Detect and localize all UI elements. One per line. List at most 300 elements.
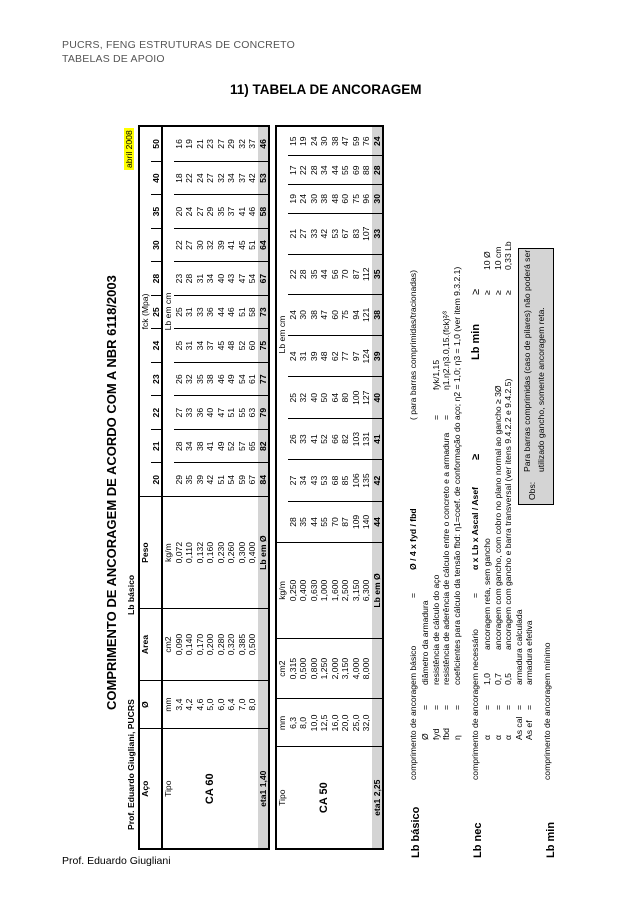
blank [226,729,237,849]
lb-cell: 22 [184,161,195,195]
lb-phi-row [258,126,270,849]
lb-cell: 35 [216,195,227,229]
lb-cell: 41 [237,195,248,229]
table-main-title: COMPRIMENTO DE ANCORAGEM DE ACORDO COM A NBR 6118/2003 [104,275,119,710]
lb-basico-def-line: Ø [420,733,430,740]
lb-cell: 31 [298,336,309,377]
lb-nec-def-line: ancoragem com gancho, com cobro no plano normal ao gancho ≥ 3Ø [492,385,503,650]
lb-cell: 135 [361,460,372,501]
lb-basico-def-line: coeficientes para cálculo da tensão fbd: η1=coef. de conformação do aço; η2 = 1,0; η3 = 1,0 (ver item 9.3.2.1) [451,266,462,685]
lb-basico-def-line: = [420,704,430,710]
lb-basico-def-line: η [451,735,462,740]
lb-cell: 77 [340,336,351,377]
lb-cell: 37 [226,195,237,229]
lb-cell: 45 [216,329,227,363]
lb-cell: 28 [298,254,309,294]
blank [258,609,270,680]
lb-cell: 20 [174,195,185,229]
steel-type-label: CA 60 [204,773,216,805]
area-cell: 1,250 [319,638,330,699]
lb-cell: 19 [184,126,195,161]
lb-cell: 124 [361,336,372,377]
lb-cell: 53 [319,460,330,501]
page-header [62,38,295,66]
blank [151,680,163,729]
lb-nec-def-line: α [503,735,513,740]
lb-cell: 87 [351,254,362,294]
lb-cell: 19 [288,185,299,214]
lb-nec-def-line: 0,33 Lb [503,241,513,270]
lb-cell: 24 [288,336,299,377]
diameter-cell: 12,5 [319,699,330,747]
area-cell: 0,090 [174,609,185,680]
fck-row [151,126,163,849]
lb-cell: 32 [184,362,195,396]
lb-cell: 106 [351,460,362,501]
lb-nec-def-line: As ef [524,720,534,740]
lb-cell: 41 [226,228,237,262]
lb-nec-def-line: ancoragem com gancho e barra transversal (ver itens 9.4.2.2 e 9.4.2.5) [503,378,513,650]
lb-cell: 85 [340,460,351,501]
blank [151,729,163,849]
area-cell: 0,315 [288,638,299,699]
lb-phi-cell: 38 [372,294,384,335]
table-row [351,126,362,849]
lb-cell: 75 [351,185,362,214]
lb-cell: 121 [361,294,372,335]
lb-cell: 140 [361,501,372,542]
blank [216,729,227,849]
lb-em-cm-label: Lb em cm [276,126,288,543]
area-cell: 8,000 [361,638,372,699]
lb-em-cm-label: Lb em cm [162,126,174,496]
table-row [288,126,299,849]
lb-cell: 30 [298,294,309,335]
blank [361,747,372,849]
steel-type-label: CA 50 [318,782,330,814]
lb-cell: 64 [330,377,341,418]
lb-cell: 25 [174,329,185,363]
lb-cell: 46 [226,295,237,329]
column-header-area: Area [139,609,151,680]
lb-cell: 23 [174,262,185,296]
lb-cell: 18 [174,161,185,195]
table-row [216,126,227,849]
lb-cell: 46 [247,195,258,229]
lb-cell: 28 [174,429,185,463]
lb-cell: 75 [340,294,351,335]
table-row [226,126,237,849]
unit-cm2: cm2 [162,609,174,680]
weight-cell: 2,500 [340,543,351,639]
lb-nec-def-line: As cal [513,716,524,740]
lb-phi-cell: 64 [258,228,270,262]
lb-nec-def-line: 10 Ø [482,251,492,270]
blank [174,729,185,849]
lb-nec-def-line: ancoragem reta, sem gancho [482,538,492,650]
lb-cell: 36 [195,396,206,430]
lb-cell: 27 [288,460,299,501]
lb-cell: 34 [298,460,309,501]
lb-cell: 43 [226,262,237,296]
lb-basico-def-line: fyk/1,15 [430,359,441,390]
blank [247,729,258,849]
lb-cell: 87 [340,501,351,542]
lb-cell: 41 [309,418,320,459]
lb-cell: 51 [247,228,258,262]
lb-cell: 38 [205,362,216,396]
lb-cell: 21 [288,213,299,254]
area-cell: 2,000 [330,638,341,699]
diameter-cell: 20,0 [340,699,351,747]
lb-cell: 52 [237,329,248,363]
obs-text-2: utilizado gancho, somente ancoragem reta. [536,307,546,472]
lb-cell: 69 [351,156,362,185]
lb-basico-definition: comprimento de ancoragem básico [408,645,418,780]
lb-cell: 27 [174,396,185,430]
area-cell: 0,500 [247,609,258,680]
area-cell: 0,140 [184,609,195,680]
lb-phi-cell: 77 [258,362,270,396]
lb-phi-cell: 73 [258,295,270,329]
diameter-cell: 8,0 [298,699,309,747]
ge-sign: ≥ [470,453,482,460]
lb-cell: 51 [226,396,237,430]
lb-cell: 76 [361,126,372,156]
weight-cell: 0,250 [288,543,299,639]
diameter-cell: 10,0 [309,699,320,747]
lb-cell: 40 [216,262,227,296]
lb-nec-def-line: 1,0 [482,673,492,685]
lb-phi-cell: 44 [372,501,384,542]
lb-cell: 39 [309,336,320,377]
diameter-cell: 8,0 [247,680,258,729]
table-row [247,126,258,849]
obs-label: Obs: [527,481,537,500]
lb-basico-def-line: = [430,414,441,420]
weight-cell: 3,150 [351,543,362,639]
lb-cell: 34 [319,156,330,185]
lb-cell: 21 [195,126,206,161]
diameter-cell: 5,0 [205,680,216,729]
lb-cell: 50 [319,377,330,418]
ge-sign-2: ≥ [470,288,482,295]
lb-phi-cell: 67 [258,262,270,296]
lb-phi-cell: 28 [372,156,384,185]
lb-cell: 32 [298,377,309,418]
lb-cell: 29 [226,126,237,161]
diameter-cell: 32,0 [361,699,372,747]
lb-cell: 97 [351,336,362,377]
unit-mm: mm [162,680,174,729]
lb-nec-def-line: = [524,704,534,710]
lb-nec-def-line: 0,5 [503,673,513,685]
lb-phi-cell: 41 [372,418,384,459]
lb-basico-header: Lb básico [126,574,136,615]
lb-nec-def-line: α [492,735,503,740]
lb-cell: 22 [174,228,185,262]
area-cell: 0,320 [226,609,237,680]
lb-nec-title: Lb nec [472,822,484,858]
lb-cell: 35 [184,463,195,497]
lb-cell: 34 [226,161,237,195]
lb-min-label: Lb min [470,323,482,360]
lb-phi-cell: 58 [258,195,270,229]
lb-cell: 24 [184,195,195,229]
lb-basico-def-line: = [441,704,451,710]
lb-cell: 42 [205,463,216,497]
fck-value: 35 [151,195,163,229]
lb-cell: 27 [184,228,195,262]
lb-cell: 28 [309,156,320,185]
lb-cell: 24 [298,185,309,214]
lb-cell: 47 [319,294,330,335]
lb-cell: 55 [237,396,248,430]
date-badge: abril 2008 [124,130,134,168]
lb-em-phi-label: Lb em Ø [372,543,384,639]
blank [330,747,341,849]
lb-cell: 23 [205,126,216,161]
weight-cell: 0,260 [226,496,237,608]
obs-box [518,248,554,505]
lb-cell: 34 [184,429,195,463]
blank [151,496,163,608]
diameter-cell: 25,0 [351,699,362,747]
lb-cell: 30 [195,228,206,262]
lb-nec-def-line: α [482,735,492,740]
lb-cell: 127 [361,377,372,418]
blank [184,729,195,849]
lb-cell: 33 [298,418,309,459]
area-cell: 3,150 [340,638,351,699]
blank [237,729,248,849]
lb-cell: 30 [309,185,320,214]
lb-cell: 29 [205,195,216,229]
lb-cell: 31 [184,295,195,329]
lb-cell: 103 [351,418,362,459]
fck-value: 30 [151,228,163,262]
fck-label: fck (Mpa) [139,126,151,496]
lb-phi-cell: 39 [372,336,384,377]
lb-nec-def-line: ≥ [492,290,503,295]
lb-basico-def-line: fbd [441,728,451,740]
lb-cell: 36 [205,295,216,329]
weight-cell: 0,630 [309,543,320,639]
weight-cell: 0,072 [174,496,185,608]
lb-nec-def-line: = [513,704,524,710]
lb-cell: 59 [237,463,248,497]
lb-cell: 38 [330,126,341,156]
area-cell: 0,170 [195,609,206,680]
lb-cell: 109 [351,501,362,542]
lb-cell: 107 [361,213,372,254]
lb-cell: 58 [247,295,258,329]
lb-cell: 33 [195,295,206,329]
lb-cell: 57 [237,429,248,463]
lb-phi-cell: 40 [372,377,384,418]
area-cell: 4,000 [351,638,362,699]
header-line-2: TABELAS DE APOIO [62,53,165,65]
weight-cell: 0,230 [216,496,227,608]
lb-phi-cell: 24 [372,126,384,156]
table-row [330,126,341,849]
lb-basico-def-line: = [430,704,441,710]
blank [151,609,163,680]
lb-cell: 40 [205,396,216,430]
eta-value: eta1 1,40 [257,770,268,807]
lb-cell: 24 [288,294,299,335]
table-row [319,126,330,849]
column-header-peso: Peso [139,496,151,608]
table-author: Prof. Eduardo Giugliani, PUCRS [126,699,136,830]
lb-cell: 54 [226,463,237,497]
weight-cell: 1,000 [319,543,330,639]
lb-basico-formula: Ø / 4 x fyd / fbd [408,508,418,570]
lb-cell: 25 [288,377,299,418]
lb-cell: 51 [216,463,227,497]
table-row [195,126,206,849]
lb-cell: 35 [298,501,309,542]
area-cell: 0,800 [309,638,320,699]
lb-cell: 16 [174,126,185,161]
lb-cell: 61 [247,362,258,396]
ca60-table [138,125,270,850]
lb-cell: 67 [247,463,258,497]
lb-nec-def-line: armadura calculada [513,609,524,685]
lb-cell: 59 [351,126,362,156]
blank [372,699,384,747]
diameter-cell: 6,3 [288,699,299,747]
lb-cell: 94 [351,294,362,335]
lb-cell: 39 [216,228,227,262]
lb-cell: 38 [309,294,320,335]
lb-cell: 27 [195,195,206,229]
table-row [205,126,216,849]
weight-cell: 0,400 [247,496,258,608]
lb-cell: 65 [247,429,258,463]
lb-cell: 70 [330,501,341,542]
lb-cell: 26 [288,418,299,459]
lb-basico-title: Lb básico [410,806,422,858]
lb-cell: 32 [205,228,216,262]
table-row [309,126,320,849]
lb-phi-cell: 42 [372,460,384,501]
table-row [340,126,351,849]
lb-basico-def-line: resistência de cálculo do aço [430,574,441,685]
fck-value: 20 [151,463,163,497]
diameter-cell: 16,0 [330,699,341,747]
lb-cell: 40 [309,377,320,418]
lb-cell: 42 [247,161,258,195]
header-line-1: PUCRS, FENG ESTRUTURAS DE CONCRETO [62,39,295,51]
note-compr: ( para barras comprimidas/tracionadas) [408,270,418,420]
lb-cell: 22 [288,254,299,294]
lb-cell: 32 [216,161,227,195]
unit-kgm: kg/m [162,496,174,608]
lb-cell: 80 [340,377,351,418]
lb-cell: 24 [195,161,206,195]
lb-cell: 28 [288,501,299,542]
lb-cell: 100 [351,377,362,418]
fck-value: 21 [151,429,163,463]
eta-value: eta1 2,25 [371,779,382,816]
lb-cell: 96 [361,185,372,214]
lb-basico-def-line: resistência de aderência de cálculo entre o concreto e a armadura [441,432,451,685]
lb-cell: 31 [195,262,206,296]
lb-cell: 38 [319,185,330,214]
lb-cell: 60 [340,185,351,214]
diameter-cell: 3,4 [174,680,185,729]
lb-cell: 48 [319,336,330,377]
weight-cell: 0,160 [205,496,216,608]
lb-basico-def-line: η1.η2.η3.0,15.(fck)²⁄³ [441,311,451,390]
lb-cell: 39 [195,463,206,497]
lb-cell: 28 [184,262,195,296]
blank [298,747,309,849]
lb-cell: 54 [247,262,258,296]
table-row [174,126,185,849]
table-row [361,126,372,849]
lb-cell: 51 [237,295,248,329]
lb-cell: 68 [330,460,341,501]
lb-cell: 27 [298,213,309,254]
ca50-table [275,125,384,850]
lb-nec-def-line: armadura efetiva [524,620,534,685]
area-cell: 0,280 [216,609,227,680]
lb-cell: 56 [330,254,341,294]
lb-cell: 44 [330,156,341,185]
diameter-cell: 4,6 [195,680,206,729]
lb-cell: 29 [174,463,185,497]
weight-cell: 0,110 [184,496,195,608]
lb-cell: 41 [205,429,216,463]
lb-cell: 48 [330,185,341,214]
diameter-cell: 7,0 [237,680,248,729]
page-title: 11) TABELA DE ANCORAGEM [230,82,422,97]
lb-nec-def-line: ≥ [482,290,492,295]
lb-min-definition: comprimento de ancoragem mínimo [542,642,552,780]
weight-cell: 6,300 [361,543,372,639]
lb-nec-def-line: = [482,704,492,710]
lb-cell: 26 [174,362,185,396]
blank [372,638,384,699]
diameter-cell: 4,2 [184,680,195,729]
lb-cell: 54 [237,362,248,396]
lb-cell: 34 [195,329,206,363]
fck-value: 23 [151,362,163,396]
column-header-aco: Aço [140,780,150,797]
fck-value: 28 [151,262,163,296]
tipo-label: Tipo [277,789,287,806]
units-row [276,126,288,849]
lb-cell: 52 [226,429,237,463]
lb-phi-cell: 75 [258,329,270,363]
blank [258,680,270,729]
lb-cell: 52 [319,418,330,459]
lb-phi-row [372,126,384,849]
lb-basico-def-line: = [441,414,451,420]
lb-min-title: Lb min [545,821,557,858]
lb-cell: 37 [205,329,216,363]
lb-nec-definition: comprimento de ancoragem necessário [470,629,480,780]
unit-cm2: cm2 [276,638,288,699]
header-row [139,126,151,849]
blank [351,747,362,849]
lb-cell: 42 [319,213,330,254]
fck-value: 22 [151,396,163,430]
lb-basico-def-line: diâmetro da armadura [420,600,430,685]
lb-phi-cell: 46 [258,126,270,161]
